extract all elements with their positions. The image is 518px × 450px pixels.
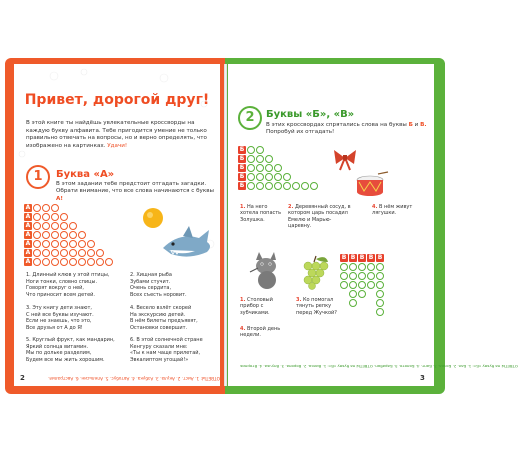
crossword-cell[interactable]	[33, 213, 41, 221]
crossword-cell[interactable]	[60, 240, 68, 248]
riddle-5: 5. Круглый фрукт, как мандарин, Яркий солнца витамин. Мы по дольке разделим, Будем все мы жить хорошим.	[26, 337, 115, 363]
crossword-letter-cell: А	[25, 222, 31, 229]
crossword-cell[interactable]	[349, 299, 357, 307]
crossword-cell[interactable]	[358, 272, 366, 280]
crossword-cell[interactable]	[256, 146, 264, 154]
crossword-cell[interactable]	[42, 249, 50, 257]
crossword-cell[interactable]	[376, 299, 384, 307]
crossword-cell[interactable]	[256, 173, 264, 181]
crossword-cell[interactable]	[96, 258, 104, 266]
crossword-cell[interactable]	[69, 222, 77, 230]
crossword-cell[interactable]	[247, 155, 255, 163]
crossword-letter-cell: В	[368, 254, 374, 261]
bow-icon	[332, 146, 358, 172]
crossword-letter-cell: В	[341, 254, 347, 261]
letter-v: В.	[420, 122, 427, 128]
crossword-letter-cell: Б	[239, 173, 245, 180]
riddle-4: 4. Весело взлёт скорей На экскурсию детей. В нём билеты предъявят, Остановки совершит.	[130, 305, 198, 331]
question-v-4-number: 4.	[240, 326, 246, 332]
book-spine	[224, 64, 227, 386]
crossword-cell[interactable]	[60, 258, 68, 266]
section-text	[56, 181, 214, 203]
crossword-cell[interactable]	[256, 164, 264, 172]
crossword-cell[interactable]	[78, 231, 86, 239]
question-b-2-number: 2.	[288, 204, 294, 210]
crossword-cell[interactable]	[33, 249, 41, 257]
intro-highlight: Удачи!	[107, 142, 128, 149]
crossword-cell[interactable]	[42, 240, 50, 248]
left-page	[14, 64, 220, 386]
crossword-cell[interactable]	[283, 182, 291, 190]
crossword-cell[interactable]	[340, 272, 348, 280]
crossword-cell[interactable]	[33, 204, 41, 212]
crossword-cell[interactable]	[247, 146, 255, 154]
question-v-3-text: Ко помогал тянуть репку перед Жучкой?	[296, 297, 337, 316]
riddle-3: 3. Эту книгу дети знают, С ней все буквы изучают. Если не знаешь, что это, Все друзья от А до Я!	[26, 305, 94, 331]
question-b-4-number: 4.	[372, 204, 378, 210]
crossword-cell[interactable]	[51, 240, 59, 248]
intro-text	[26, 120, 212, 150]
crossword-letter-cell: В	[359, 254, 365, 261]
crossword-letter-cell: В	[377, 254, 383, 261]
question-v-1-text: Столовый прибор с зубчиками.	[240, 297, 273, 316]
crossword-cell[interactable]	[87, 258, 95, 266]
crossword-cell[interactable]	[78, 258, 86, 266]
crossword-cell[interactable]	[376, 290, 384, 298]
crossword-cell[interactable]	[376, 308, 384, 316]
crossword-letter-cell: Б	[239, 146, 245, 153]
question-b-1-number: 1.	[240, 204, 246, 210]
crossword-cell[interactable]	[265, 182, 273, 190]
book-spread	[5, 58, 518, 394]
question-b-4-text: В нём живут лягушки.	[372, 204, 413, 217]
crossword-cell[interactable]	[51, 249, 59, 257]
crossword-cell[interactable]	[340, 281, 348, 289]
section-text-2	[266, 122, 428, 137]
crossword-cell[interactable]	[247, 173, 255, 181]
crossword-cell[interactable]	[42, 222, 50, 230]
riddle-6: 6. В этой солнечной стране Кенгуру сказали мне: «Ты к нам чаще прилетай, Эвкалиптом угощай!»	[130, 337, 203, 363]
crossword-cell[interactable]	[87, 240, 95, 248]
crossword-cell[interactable]	[33, 240, 41, 248]
crossword-cell[interactable]	[51, 213, 59, 221]
crossword-letter-cell: Б	[239, 155, 245, 162]
grapes-icon	[298, 254, 332, 290]
crossword-cell[interactable]	[301, 182, 309, 190]
question-v-3	[296, 297, 342, 316]
crossword-cell[interactable]	[274, 173, 282, 181]
crossword-cell[interactable]	[349, 290, 357, 298]
crossword-cell[interactable]	[367, 281, 375, 289]
page-title: Привет, дорогой друг!	[24, 92, 210, 108]
crossword-cell[interactable]	[358, 281, 366, 289]
question-b-4	[372, 204, 426, 217]
crossword-cell[interactable]	[265, 164, 273, 172]
drum-icon	[354, 172, 390, 198]
question-b-2-text: Деревянный сосуд, в котором царь посадил Емелю и Марью-царевну.	[288, 204, 351, 230]
crossword-cell[interactable]	[51, 258, 59, 266]
crossword-cell[interactable]	[283, 173, 291, 181]
crossword-cell[interactable]	[33, 222, 41, 230]
answers-right: ОТВЕТЫ на букву «Б»: 1. Бал. 2. Бочка. 3. Бант. 4. Болото. 5. Барабан. ОТВЕТЫ на букву «В»: 1. Вилка. 2. Ворона. 3. Внучка. 4. Вторник	[240, 364, 518, 369]
crossword-letter-cell: А	[25, 231, 31, 238]
crossword-cell[interactable]	[51, 222, 59, 230]
crossword-cell[interactable]	[51, 231, 59, 239]
crossword-cell[interactable]	[247, 164, 255, 172]
question-v-1	[240, 297, 284, 316]
crossword-letter-cell: А	[25, 258, 31, 265]
crossword-cell[interactable]	[69, 231, 77, 239]
section-text-body: В этом задании тебе предстоит отгадать загадки. Обрати внимание, что все слова начинаются с буквы	[56, 181, 214, 195]
crossword-cell[interactable]	[60, 231, 68, 239]
intro-body: В этой книге ты найдёшь увлекательные кроссворды на каждую букву алфавита. Тебе пригодится умение не только правильно отвечать на вопросы, но и верно определять, что изображено на картинках.	[26, 120, 207, 149]
crossword-cell[interactable]	[78, 240, 86, 248]
crossword-cell[interactable]	[367, 272, 375, 280]
crossword-cell[interactable]	[256, 155, 264, 163]
crossword-cell[interactable]	[69, 258, 77, 266]
crossword-letter-cell: В	[350, 254, 356, 261]
riddle-1: 1. Длинный клюв у этой птицы, Ноги тонки, словно спицы. Говорят вокруг о ней, Что приносит всем детей.	[26, 272, 110, 298]
crossword-cell[interactable]	[42, 231, 50, 239]
crossword-cell[interactable]	[33, 258, 41, 266]
question-b-1	[240, 204, 282, 223]
letter-b: Б	[408, 122, 413, 128]
crossword-cell[interactable]	[274, 164, 282, 172]
crossword-cell[interactable]	[78, 249, 86, 257]
crossword-cell[interactable]	[60, 222, 68, 230]
crossword-cell[interactable]	[376, 281, 384, 289]
crossword-cell[interactable]	[69, 240, 77, 248]
crossword-cell[interactable]	[256, 182, 264, 190]
section-number: 1	[26, 165, 50, 189]
question-b-2	[288, 204, 352, 230]
question-v-3-number: 3.	[296, 297, 302, 303]
crossword-cell[interactable]	[87, 249, 95, 257]
crossword-cell[interactable]	[105, 258, 113, 266]
crossword-letter-cell: А	[25, 213, 31, 220]
crossword-cell[interactable]	[358, 263, 366, 271]
crossword-cell[interactable]	[69, 249, 77, 257]
crossword-cell[interactable]	[42, 258, 50, 266]
question-v-4	[240, 326, 284, 339]
crossword-cell[interactable]	[42, 213, 50, 221]
crossword-cell[interactable]	[367, 263, 375, 271]
page-number-right: 3	[420, 374, 425, 382]
crossword-cell[interactable]	[376, 263, 384, 271]
section-title: Буква «А»	[56, 169, 115, 180]
shark-icon	[159, 224, 215, 264]
question-v-1-number: 1.	[240, 297, 246, 303]
section-text-2-end: Попробуй их отгадать!	[266, 129, 335, 136]
crossword-letter-cell: А	[25, 249, 31, 256]
riddle-2: 2. Хищная рыба Зубами стучит. Очень сердита, Всех съесть норовит.	[130, 272, 187, 298]
section-letter: А!	[56, 195, 63, 202]
crossword-cell[interactable]	[51, 204, 59, 212]
crossword-cell[interactable]	[358, 290, 366, 298]
crossword-cell[interactable]	[60, 213, 68, 221]
crossword-cell[interactable]	[349, 281, 357, 289]
crossword-cell[interactable]	[310, 182, 318, 190]
crossword-cell[interactable]	[292, 182, 300, 190]
crossword-cell[interactable]	[376, 272, 384, 280]
crossword-cell[interactable]	[42, 204, 50, 212]
crossword-letter-cell: Б	[239, 182, 245, 189]
crossword-cell[interactable]	[340, 263, 348, 271]
crossword-cell[interactable]	[60, 249, 68, 257]
answers-left: ОТВЕТЫ: 1. Аист. 2. Акула. 3. Азбука. 4. Автобус. 5. Апельсин. 6. Австралия.	[48, 375, 221, 380]
crossword-cell[interactable]	[349, 272, 357, 280]
crossword-cell[interactable]	[96, 249, 104, 257]
section-text-2-body: В этих кроссвордах спрятались слова на буквы	[266, 122, 407, 128]
cat-icon	[246, 250, 286, 290]
crossword-cell[interactable]	[274, 182, 282, 190]
crossword-cell[interactable]	[349, 263, 357, 271]
right-page	[228, 64, 518, 386]
section-number-2: 2	[238, 106, 262, 130]
letter-and: и	[414, 122, 419, 128]
crossword-cell[interactable]	[265, 155, 273, 163]
crossword-cell[interactable]	[33, 231, 41, 239]
question-v-4-text: Второй день недели.	[240, 326, 281, 339]
crossword-letter-cell: Б	[239, 164, 245, 171]
crossword-cell[interactable]	[265, 173, 273, 181]
crossword-cell[interactable]	[247, 182, 255, 190]
crossword-letter-cell: А	[25, 204, 31, 211]
section-title-2: Буквы «Б», «В»	[266, 109, 355, 120]
crossword-letter-cell: А	[25, 240, 31, 247]
question-b-1-text: На него хотела попасть Золушка.	[240, 204, 282, 223]
page-number-left: 2	[20, 374, 25, 382]
